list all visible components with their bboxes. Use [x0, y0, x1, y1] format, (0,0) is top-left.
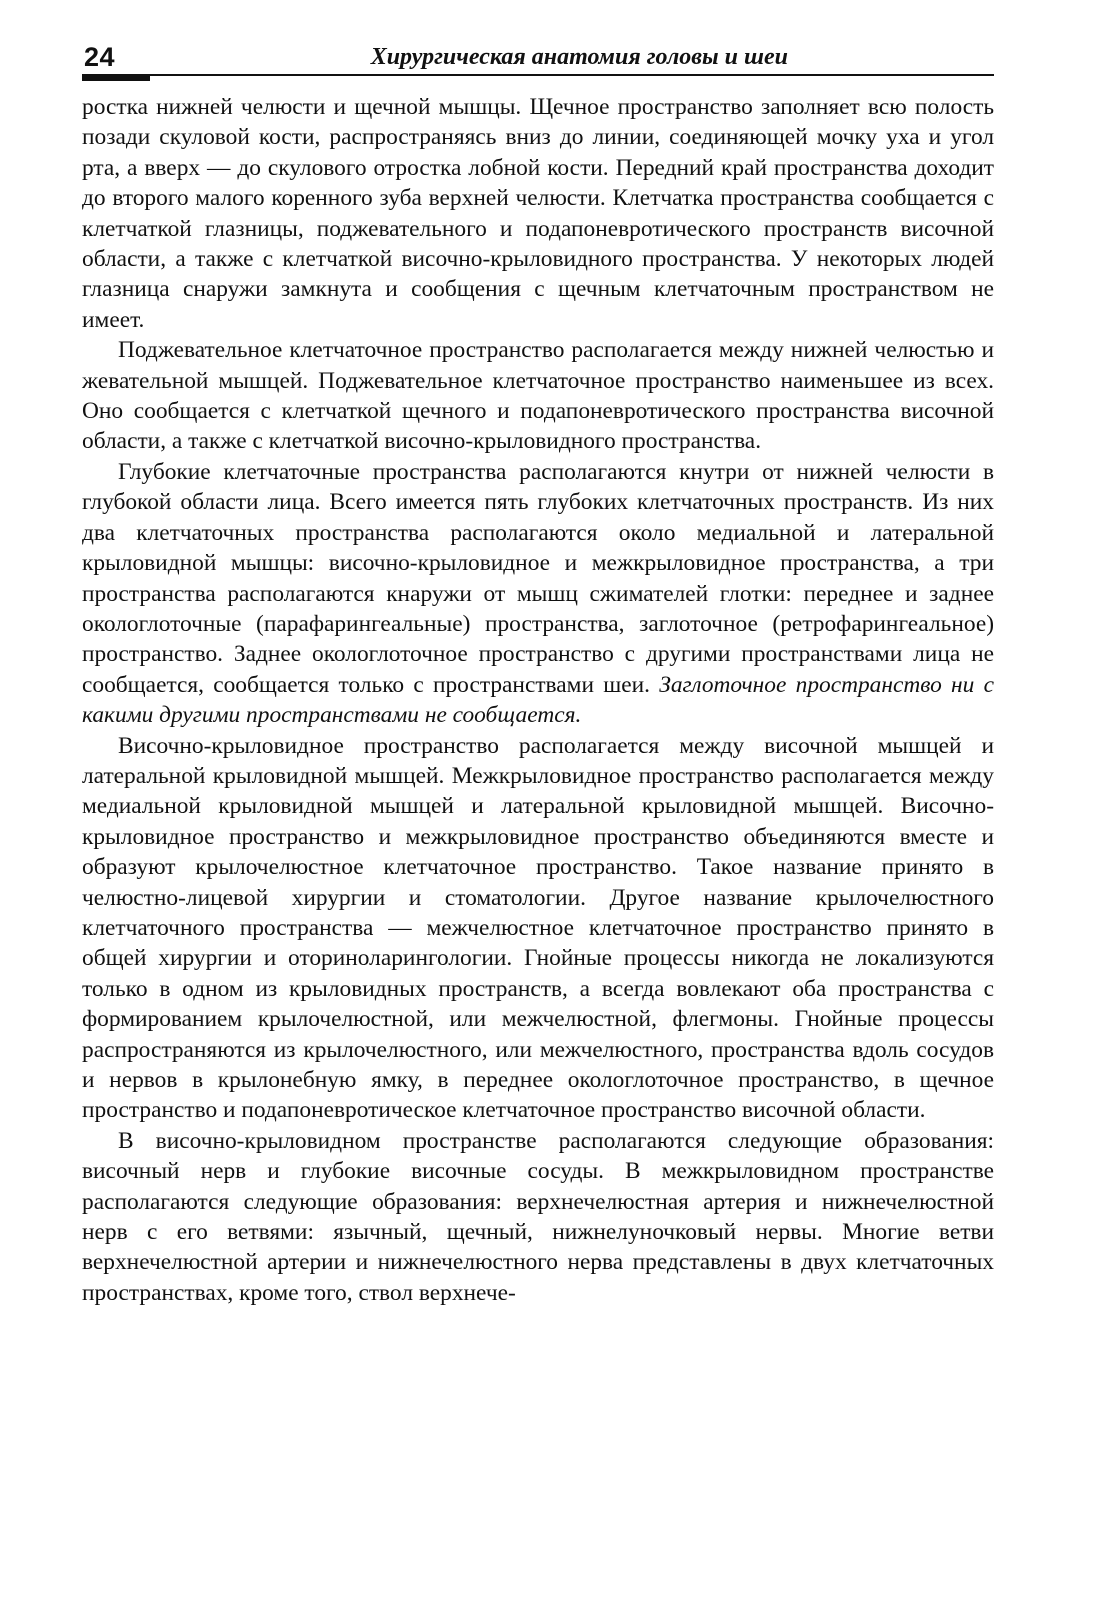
paragraph-pterygoid-spaces: Височно-крыловидное пространство располагается между височной мышцей и латеральной крыловидной мышцей. Межкрыловидное пространство располагается между медиальной крыловидной мышцей и латеральной крыловидной мышцей. Височно-крыловидное пространство и межкрыловидное пространство объединяются вместе и образуют крылочелюстное клетчаточное пространство. Такое название принято в челюстно-лицевой хирургии и стоматологии. Другое название крылочелюстного клетчаточного пространства — межчелюстное клетчаточное пространство принято в общей хирургии и оториноларингологии. Гнойные процессы никогда не локализуются только в одном из крыловидных пространств, а всегда вовлекают оба пространства с формированием крылочелюстной, или межчелюстной, флегмоны. Гнойные процессы распространяются из крылочелюстного, или межчелюстного, пространства вдоль сосудов и нервов в крылонебную ямку, в переднее окологлоточное пространство, в щечное пространство и подапоневротическое клетчаточное пространство височной области. [82, 732, 994, 1124]
paragraph-deep-spaces-italic: Заглоточное пространство ни с какими другими пространствами не сообщается. [82, 671, 994, 729]
header-rule-accent [82, 74, 150, 81]
body-text [82, 92, 994, 1308]
paragraph-buccal-space: ростка нижней челюсти и щечной мышцы. Щечное пространство заполняет всю полость позади скуловой кости, распространяясь вниз до линии, соединяющей мочку уха и угол рта, а вверх — до скулового отростка лобной кости. Передний край пространства доходит до второго малого коренного зуба верхней челюсти. Клетчатка пространства сообщается с клетчаткой глазницы, поджевательного и подапоневротического пространств височной области, а также с клетчаткой височно-крыловидного пространства. У некоторых людей глазница снаружи замкнута и сообщения с щечным клетчаточным пространством не имеет. [82, 94, 994, 333]
paragraph-space-contents: В височно-крыловидном пространстве располагаются следующие образования: височный нерв и глубокие височные сосуды. В межкрыловидном пространстве располагаются следующие образования: верхнечелюстная артерия и нижнечелюстной нерв с его ветвями: язычный, щечный, нижнелуночковый нервы. Многие ветви верхнечелюстной артерии и нижнечелюстного нерва представлены в двух клетчаточных пространствах, кроме того, ствол верхнече- [82, 1127, 994, 1306]
page-number: 24 [84, 42, 116, 72]
page-header [82, 40, 994, 80]
book-page [82, 40, 994, 1560]
paragraph-deep-spaces [82, 457, 994, 731]
paragraph-submasseteric-space: Поджевательное клетчаточное пространство располагается между нижней челюстью и жевательной мышцей. Поджевательное клетчаточное пространство наименьшее из всех. Оно сообщается с клетчаткой щечного и подапоневротического пространства височной области, а также с клетчаткой височно-крыловидного пространства. [82, 337, 994, 455]
running-title: Хирургическая анатомия головы и шеи [370, 44, 788, 70]
header-rule [82, 74, 994, 76]
paragraph-deep-spaces-text: Глубокие клетчаточные пространства располагаются кнутри от нижней челюсти в глубокой области лица. Всего имеется пять глубоких клетчаточных пространств. Из них два клетчаточных пространства располагаются около медиальной и латеральной крыловидной мышцы: височно-крыловидное и межкрыловидное пространства, а три пространства располагаются кнаружи от мышц сжимателей глотки: переднее и заднее окологлоточные (парафарингеальные) пространства, заглоточное (ретрофарингеальное) пространство. Заднее окологлоточное пространство с другими пространствами лица не сообщается, сообщается только с пространствами шеи. [82, 458, 994, 698]
